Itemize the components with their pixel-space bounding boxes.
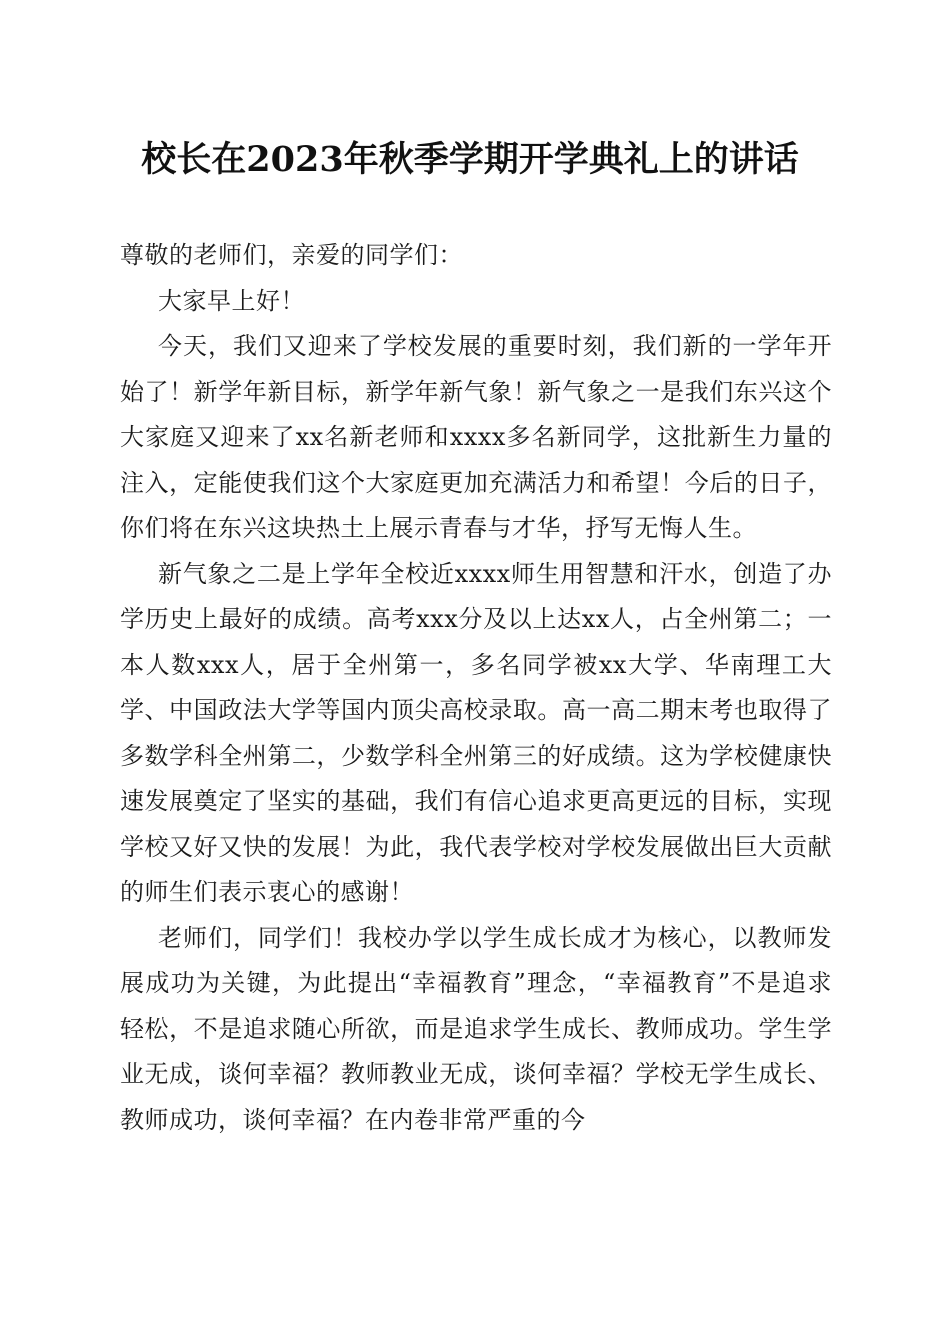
paragraph-3: 老师们，同学们！我校办学以学生成长成才为核心，以教师发展成功为关键，为此提出“幸福教育”理念，“幸福教育”不是追求轻松，不是追求随心所欲，而是追求学生成长、教师成功。学生学业无成，谈何幸福？教师教业无成，谈何幸福？学校无学生成长、教师成功，谈何幸福？在内卷非常严重的今 [120,923,832,1134]
document-body [120,233,832,1143]
greeting: 大家早上好！ [158,286,305,315]
salutation: 尊敬的老师们，亲爱的同学们： [120,241,463,269]
paragraph-2: 新气象之二是上学年全校近xxxx师生用智慧和汗水，创造了办学历史上最好的成绩。高考xxx分及以上达xx人，占全州第二；一本人数xxx人，居于全州第一，多名同学被xx大学、华南理工大学、中国政法大学等国内顶尖高校录取。高一高二期末考也取得了多数学科全州第二，少数学科全州第三的好成绩。这为学校健康快速发展奠定了坚实的基础，我们有信心追求更高更远的目标，实现学校又好又快的发展！为此，我代表学校对学校发展做出巨大贡献的师生们表示衷心的感谢！ [120,559,832,906]
document-title: 校长在2023年秋季学期开学典礼上的讲话 [141,139,799,180]
paragraph-1: 今天，我们又迎来了学校发展的重要时刻，我们新的一学年开始了！新学年新目标，新学年新气象！新气象之一是我们东兴这个大家庭又迎来了xx名新老师和xxxx多名新同学，这批新生力量的注入，定能使我们这个大家庭更加充满活力和希望！今后的日子，你们将在东兴这块热土上展示青春与才华，抒写无悔人生。 [120,332,832,542]
